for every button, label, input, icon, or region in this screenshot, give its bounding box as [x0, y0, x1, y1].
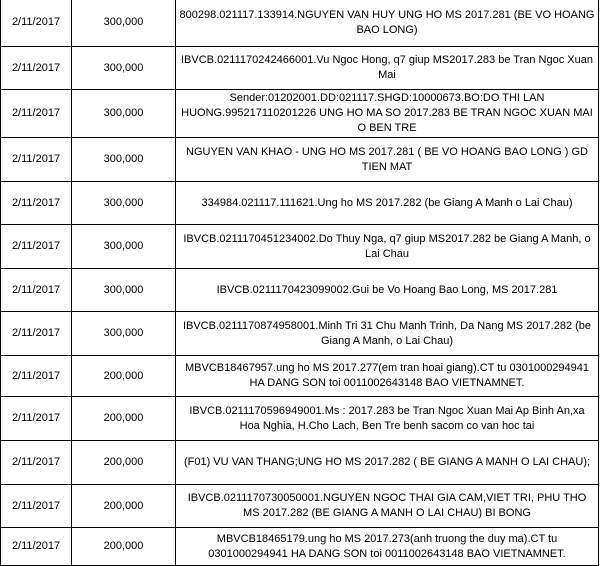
amount-cell: 200,000 — [72, 485, 176, 528]
description-cell: MBVCB18467957.ung ho MS 2017.277(em tran hoai giang).CT tu 0301000294941 HA DANG SON toi 0011002643148 BAO VIETNAMNET. — [176, 356, 599, 397]
description-cell: IBVCB.0211170423099002.Gui be Vo Hoang Bao Long, MS 2017.281 — [176, 269, 599, 312]
description-cell: IBVCB.0211170596949001.Ms : 2017.283 be Tran Ngoc Xuan Mai Ap Binh An,xa Hoa Nghia, H.Cho Lach, Ben Tre benh sacom co van hoc tai — [176, 397, 599, 441]
date-cell: 2/11/2017 — [1, 0, 72, 47]
table-row — [1, 269, 599, 312]
description-cell: 334984.021117.111621.Ung ho MS 2017.282 (be Giang A Manh o Lai Chau) — [176, 182, 599, 225]
description-cell: 800298.021117.133914.NGUYEN VAN HUY UNG HO MS 2017.281 (BE VO HOANG BAO LONG) — [176, 0, 599, 47]
amount-cell: 300,000 — [72, 47, 176, 90]
amount-cell: 200,000 — [72, 397, 176, 441]
date-cell: 2/11/2017 — [1, 182, 72, 225]
table-row — [1, 485, 599, 528]
date-cell: 2/11/2017 — [1, 225, 72, 269]
amount-cell: 200,000 — [72, 528, 176, 566]
table-row — [1, 397, 599, 441]
amount-cell: 300,000 — [72, 182, 176, 225]
amount-cell: 200,000 — [72, 356, 176, 397]
table-row — [1, 90, 599, 138]
description-cell: IBVCB.0211170451234002.Do Thuy Nga, q7 giup MS2017.282 be Giang A Manh, o Lai Chau — [176, 225, 599, 269]
date-cell: 2/11/2017 — [1, 138, 72, 182]
date-cell: 2/11/2017 — [1, 441, 72, 485]
table-row — [1, 225, 599, 269]
date-cell: 2/11/2017 — [1, 90, 72, 138]
table-row — [1, 441, 599, 485]
table-row — [1, 182, 599, 225]
date-cell: 2/11/2017 — [1, 356, 72, 397]
description-cell: IBVCB.0211170242466001.Vu Ngoc Hong, q7 giup MS2017.283 be Tran Ngoc Xuan Mai — [176, 47, 599, 90]
table-row — [1, 0, 599, 47]
description-cell: NGUYEN VAN KHAO - UNG HO MS 2017.281 ( BE VO HOANG BAO LONG ) GD TIEN MAT — [176, 138, 599, 182]
table-row — [1, 528, 599, 566]
amount-cell: 300,000 — [72, 312, 176, 356]
table-row — [1, 356, 599, 397]
amount-cell: 300,000 — [72, 138, 176, 182]
date-cell: 2/11/2017 — [1, 397, 72, 441]
amount-cell: 300,000 — [72, 90, 176, 138]
table-row — [1, 47, 599, 90]
description-cell: MBVCB18465179.ung ho MS 2017.273(anh truong the duy ma).CT tu 0301000294941 HA DANG SON toi 0011002643148 BAO VIETNAMNET. — [176, 528, 599, 566]
amount-cell: 300,000 — [72, 269, 176, 312]
date-cell: 2/11/2017 — [1, 312, 72, 356]
date-cell: 2/11/2017 — [1, 47, 72, 90]
date-cell: 2/11/2017 — [1, 485, 72, 528]
amount-cell: 300,000 — [72, 225, 176, 269]
table-row — [1, 138, 599, 182]
description-cell: IBVCB.0211170874958001.Minh Tri 31 Chu Manh Trinh, Da Nang MS 2017.282 (be Giang A Manh, o Lai Chau) — [176, 312, 599, 356]
date-cell: 2/11/2017 — [1, 269, 72, 312]
amount-cell: 200,000 — [72, 441, 176, 485]
amount-cell: 300,000 — [72, 0, 176, 47]
description-cell: (F01) VU VAN THANG;UNG HO MS 2017.282 ( BE GIANG A MANH O LAI CHAU); — [176, 441, 599, 485]
table-row — [1, 312, 599, 356]
description-cell: Sender:01202001.DD:021117.SHGD:10000673.BO:DO THI LAN HUONG.995217110201226 UNG HO MA SO 2017.283 BE TRAN NGOC XUAN MAI O BEN TRE — [176, 90, 599, 138]
date-cell: 2/11/2017 — [1, 528, 72, 566]
description-cell: IBVCB.0211170730050001.NGUYEN NGOC THAI GIA CAM,VIET TRI, PHU THO MS 2017.282 (BE GIANG A MANH O LAI CHAU) BI BONG — [176, 485, 599, 528]
